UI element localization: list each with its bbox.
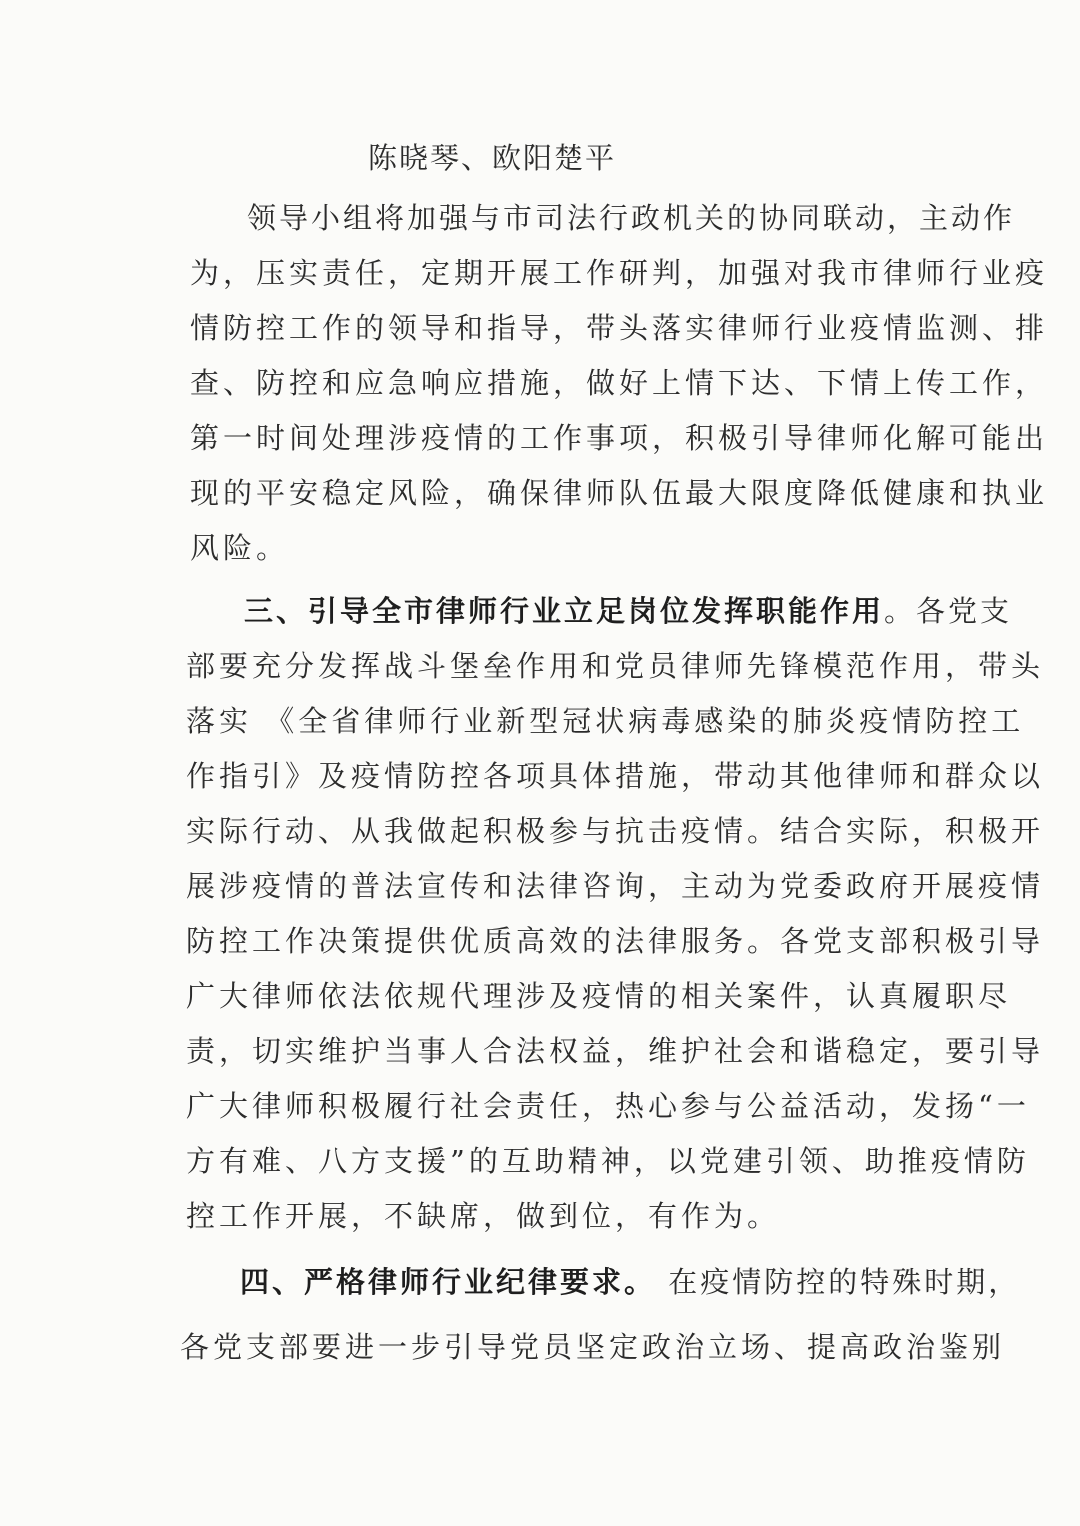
section-3-line: 广大律师积极履行社会责任，热心参与公益活动，发扬“一 xyxy=(186,1089,1030,1123)
section-3-heading: 三、引导全市律师行业立足岗位发挥职能作用 xyxy=(244,594,885,628)
paragraph-1-line: 第一时间处理涉疫情的工作事项，积极引导律师化解可能出 xyxy=(190,421,1049,455)
section-3-line: 作指引》及疫情防控各项具体措施，带动其他律师和群众以 xyxy=(186,759,1045,793)
section-4-heading: 四、严格律师行业纪律要求。 xyxy=(240,1265,657,1299)
section-3-line: 防控工作决策提供优质高效的法律服务。各党支部积极引导 xyxy=(186,924,1045,958)
paragraph-1-line: 为，压实责任，定期开展工作研判，加强对我市律师行业疫 xyxy=(190,256,1049,290)
section-3-line: 广大律师依法依规代理涉及疫情的相关案件，认真履职尽 xyxy=(186,979,1012,1013)
section-3-first-line xyxy=(244,591,1012,631)
section-3-heading-tail: 。各党支 xyxy=(884,594,1013,628)
section-4-heading-tail: 在疫情防控的特殊时期， xyxy=(656,1265,1021,1299)
section-3-line: 控工作开展，不缺席，做到位，有作为。 xyxy=(186,1199,781,1233)
section-3-line: 责，切实维护当事人合法权益，维护社会和谐稳定，要引导 xyxy=(186,1034,1045,1068)
section-3-line: 实际行动、从我做起积极参与抗击疫情。结合实际，积极开 xyxy=(186,814,1045,848)
section-4-first-line xyxy=(240,1262,1020,1302)
paragraph-1-line: 风险。 xyxy=(190,531,290,565)
paragraph-1-line: 领导小组将加强与市司法行政机关的协同联动，主动作 xyxy=(247,201,1016,235)
section-3-line: 落实 《全省律师行业新型冠状病毒感染的肺炎疫情防控工 xyxy=(186,704,1025,738)
section-3-line: 方有难、八方支援”的互助精神，以党建引领、助推疫情防 xyxy=(186,1144,1030,1178)
paragraph-1-line: 情防控工作的领导和指导，带头落实律师行业疫情监测、排 xyxy=(190,311,1049,345)
paragraph-1-line: 现的平安稳定风险，确保律师队伍最大限度降低健康和执业 xyxy=(190,476,1049,510)
paragraph-1-line: 查、防控和应急响应措施，做好上情下达、下情上传工作， xyxy=(190,366,1049,400)
names-line: 陈晓琴、欧阳楚平 xyxy=(368,141,617,175)
section-4-line: 各党支部要进一步引导党员坚定政治立场、提高政治鉴别 xyxy=(180,1330,1006,1364)
section-3-line: 展涉疫情的普法宣传和法律咨询，主动为党委政府开展疫情 xyxy=(186,869,1045,903)
section-3-line: 部要充分发挥战斗堡垒作用和党员律师先锋模范作用，带头 xyxy=(186,649,1045,683)
